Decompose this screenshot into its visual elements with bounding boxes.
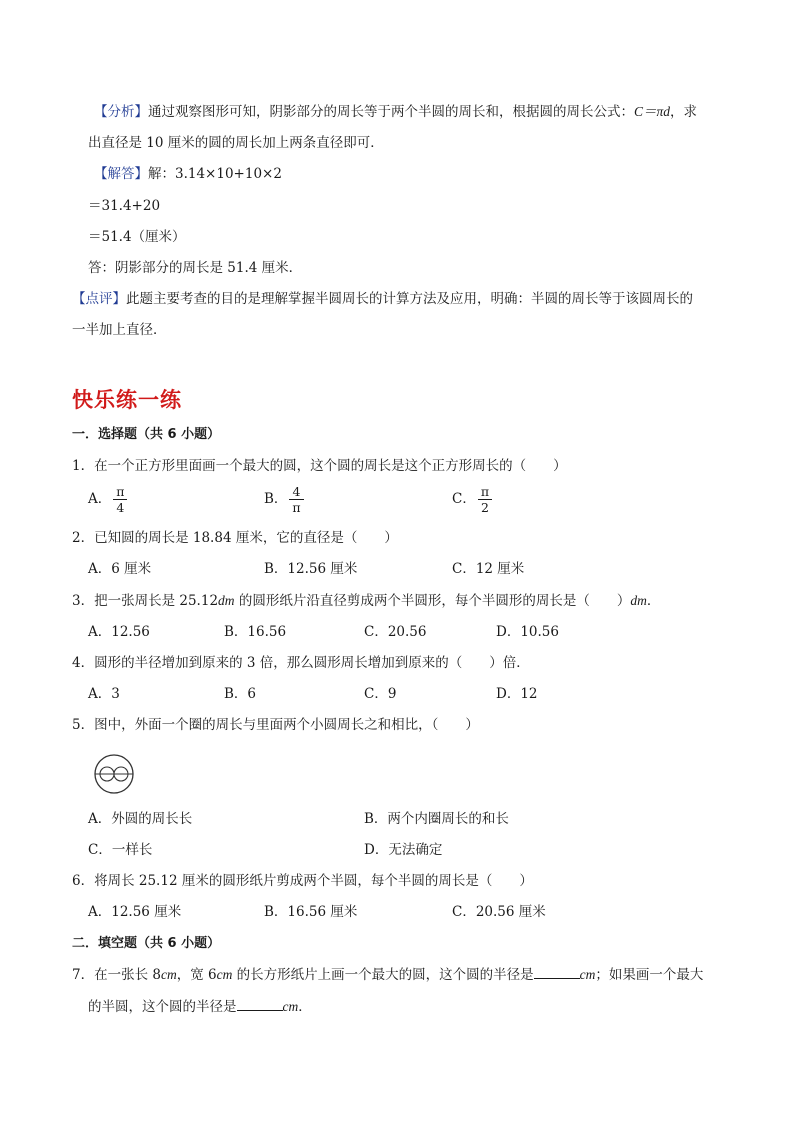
question-7-line-1 (72, 965, 703, 985)
unit-cm: cm (160, 967, 177, 982)
stem-text: 3．把一张周长是 25.12 (72, 593, 219, 609)
question-3-stem (72, 591, 660, 611)
comment-tag: 【点评】 (72, 291, 126, 307)
unit-cm: cm (579, 967, 596, 982)
part2-heading: 二．填空题（共 6 小题） (72, 936, 221, 951)
option-label: A． (88, 491, 112, 507)
stem-text: ，宽 6 (176, 967, 217, 983)
answer-line-1 (94, 164, 282, 184)
analysis-line-1 (94, 102, 697, 122)
part1-heading: 一．选择题（共 6 小题） (72, 427, 221, 442)
comment-line-1 (72, 289, 693, 309)
question-5-option-b[interactable]: B．两个内圈周长的和长 (364, 811, 509, 827)
analysis-text: 通过观察图形可知，阴影部分的周长等于两个半圆的周长和，根据圆的周长公式： (148, 104, 634, 120)
question-5-option-d[interactable]: D．无法确定 (364, 842, 443, 858)
answer-calc: 解：3.14×10+10×2 (148, 166, 282, 182)
question-7-line-2 (88, 997, 312, 1017)
unit-dm: dm (630, 593, 647, 608)
comment-text: 此题主要考查的目的是理解掌握半圆周长的计算方法及应用，明确：半圆的周长等于该圆周长的 (126, 291, 693, 307)
question-3-option-b[interactable]: B．16.56 (224, 624, 287, 640)
stem-text: 的圆形纸片沿直径剪成两个半圆形，每个半圆形的周长是（ ） (234, 593, 631, 609)
stem-text: ． (646, 593, 661, 609)
question-2-option-b[interactable]: B．12.56 厘米 (264, 561, 358, 577)
stem-text: 的长方形纸片上画一个最大的圆，这个圆的半径是 (232, 967, 534, 983)
answer-blank-1[interactable] (534, 965, 580, 979)
stem-text: 7．在一张长 8 (72, 967, 161, 983)
denominator: 2 (480, 500, 489, 515)
question-2-stem: 2．已知圆的周长是 18.84 厘米，它的直径是（ ） (72, 530, 398, 546)
question-6-option-b[interactable]: B．16.56 厘米 (264, 904, 358, 920)
option-label: C． (452, 491, 476, 507)
question-3-option-d[interactable]: D．10.56 (496, 624, 559, 640)
question-5-option-a[interactable]: A．外圆的周长长 (88, 811, 193, 827)
question-4-option-a[interactable]: A．3 (88, 686, 120, 702)
question-3-option-a[interactable]: A．12.56 (88, 624, 150, 640)
question-5-stem: 5．图中，外面一个圈的周长与里面两个小圆周长之和相比，（ ） (72, 717, 479, 733)
denominator: 4 (116, 500, 125, 515)
numerator: π (113, 484, 127, 500)
option-label: B． (264, 491, 288, 507)
comment-line-2: 一半加上直径． (72, 322, 167, 338)
question-4-option-c[interactable]: C．9 (364, 686, 397, 702)
circles-figure (92, 752, 136, 796)
fraction (113, 484, 127, 515)
question-2-option-a[interactable]: A．6 厘米 (88, 561, 152, 577)
answer-tag: 【解答】 (94, 166, 148, 182)
denominator: π (292, 500, 301, 515)
answer-blank-2[interactable] (237, 997, 283, 1011)
fraction (478, 484, 492, 515)
question-2-option-c[interactable]: C．12 厘米 (452, 561, 525, 577)
numerator: 4 (289, 484, 303, 500)
fraction (289, 484, 303, 515)
stem-text: ；如果画一个最大 (595, 967, 704, 983)
question-3-option-c[interactable]: C．20.56 (364, 624, 427, 640)
question-4-option-d[interactable]: D．12 (496, 686, 538, 702)
question-1-stem: 1．在一个正方形里面画一个最大的圆，这个圆的周长是这个正方形周长的（ ） (72, 458, 567, 474)
unit-cm: cm (216, 967, 233, 982)
question-4-option-b[interactable]: B．6 (224, 686, 257, 702)
question-6-option-a[interactable]: A．12.56 厘米 (88, 904, 182, 920)
analysis-tag: 【分析】 (94, 104, 148, 120)
stem-text: ． (298, 999, 312, 1015)
analysis-line-2: 出直径是 10 厘米的圆的周长加上两条直径即可． (88, 135, 384, 151)
circumference-formula: C＝πd (634, 104, 671, 119)
answer-line-4: 答：阴影部分的周长是 51.4 厘米． (88, 260, 303, 276)
section-title: 快乐练一练 (72, 388, 182, 412)
analysis-text-end: ，求 (670, 104, 698, 120)
numerator: π (478, 484, 492, 500)
question-5-option-c[interactable]: C．一样长 (88, 842, 153, 858)
answer-line-2: ＝31.4+20 (88, 198, 161, 214)
stem-text: 的半圆，这个圆的半径是 (88, 999, 237, 1015)
question-1-option-b[interactable] (264, 484, 304, 515)
question-1-option-a[interactable] (88, 484, 127, 515)
unit-dm: dm (218, 593, 235, 608)
question-6-stem: 6．将周长 25.12 厘米的圆形纸片剪成两个半圆，每个半圆的周长是（ ） (72, 873, 533, 889)
unit-cm: cm (282, 999, 299, 1014)
question-1-option-c[interactable] (452, 484, 492, 515)
question-4-stem: 4．圆形的半径增加到原来的 3 倍，那么圆形周长增加到原来的（ ）倍． (72, 655, 530, 671)
answer-line-3: ＝51.4（厘米） (88, 229, 186, 245)
question-6-option-c[interactable]: C．20.56 厘米 (452, 904, 546, 920)
